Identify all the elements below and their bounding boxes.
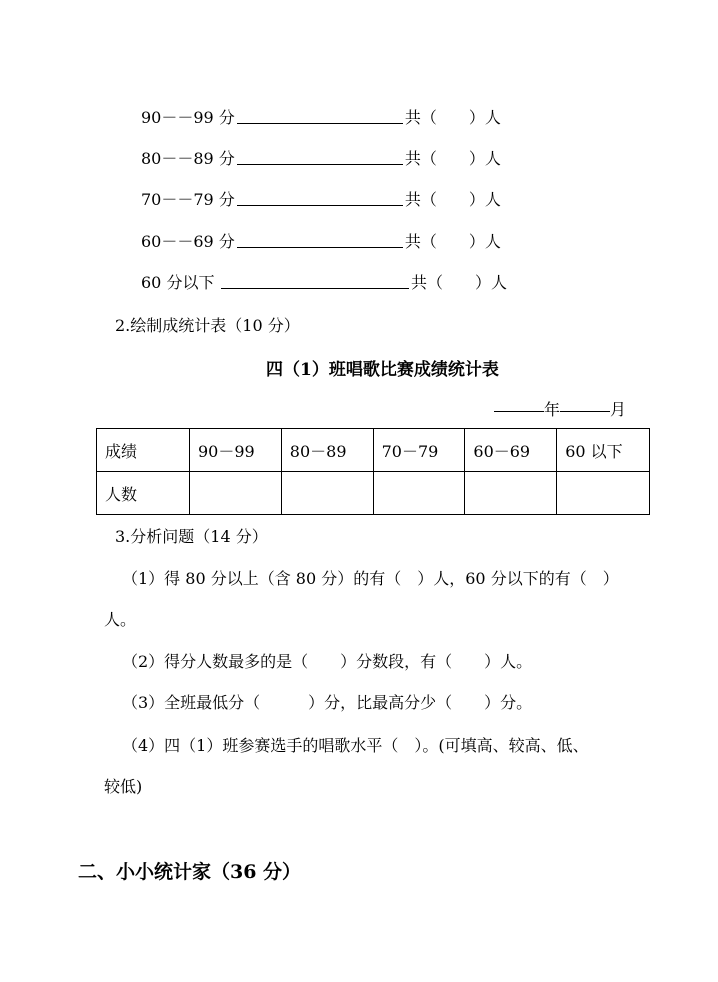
tally-blank[interactable] <box>237 204 403 206</box>
year-blank[interactable] <box>494 410 544 412</box>
tally-blank[interactable] <box>237 122 403 124</box>
table-title: 四（1）班唱歌比赛成绩统计表 <box>266 360 499 380</box>
date-line <box>494 397 626 420</box>
question-4-line-1: （4）四（1）班参赛选手的唱歌水平（ ）。(可填高、较高、低、 <box>122 736 589 755</box>
table-row <box>97 472 650 515</box>
question-4-line-2: 较低) <box>104 777 143 796</box>
step3-heading: 3.分析问题（14 分） <box>115 527 268 546</box>
tally-count: 共（ ）人 <box>404 108 501 127</box>
table-header-row <box>97 429 650 472</box>
tally-range: 60 分以下 <box>141 273 215 292</box>
count-cell[interactable] <box>373 472 465 515</box>
tally-range: 90－－99 分 <box>141 108 235 127</box>
tally-row-80-89 <box>141 145 501 169</box>
question-1-line-1: （1）得 80 分以上（含 80 分）的有（ ）人，60 分以下的有（ ） <box>122 569 619 588</box>
tally-row-60-69 <box>141 228 501 252</box>
tally-count: 共（ ）人 <box>411 273 508 292</box>
tally-blank[interactable] <box>237 163 403 165</box>
tally-row-below-60 <box>141 269 507 293</box>
step2-heading: 2.绘制成统计表（10 分） <box>115 316 300 335</box>
tally-blank[interactable] <box>221 287 409 289</box>
table-header-cell: 60－69 <box>465 429 557 472</box>
tally-range: 60－－69 分 <box>141 232 235 251</box>
table-header-cell: 60 以下 <box>557 429 650 472</box>
table-header-cell: 70－79 <box>373 429 465 472</box>
tally-row-70-79 <box>141 186 501 210</box>
tally-blank[interactable] <box>237 246 403 248</box>
tally-row-90-99 <box>141 104 501 128</box>
table-header-cell: 80－89 <box>281 429 373 472</box>
tally-range: 80－－89 分 <box>141 149 235 168</box>
count-cell[interactable] <box>557 472 650 515</box>
tally-range: 70－－79 分 <box>141 190 235 209</box>
question-3: （3）全班最低分（ ）分，比最高分少（ ）分。 <box>122 693 533 712</box>
table-header-cell: 90－99 <box>190 429 282 472</box>
section-2-heading: 二、小小统计家（36 分） <box>78 861 302 883</box>
tally-count: 共（ ）人 <box>404 190 501 209</box>
count-cell[interactable] <box>281 472 373 515</box>
month-blank[interactable] <box>560 410 610 412</box>
count-cell[interactable] <box>190 472 282 515</box>
question-1-line-2: 人。 <box>104 610 137 629</box>
question-2: （2）得分人数最多的是（ ）分数段，有（ ）人。 <box>122 652 533 671</box>
month-label: 月 <box>610 400 627 419</box>
row-label-cell: 人数 <box>97 472 190 515</box>
tally-count: 共（ ）人 <box>404 149 501 168</box>
count-cell[interactable] <box>465 472 557 515</box>
year-label: 年 <box>544 400 561 419</box>
table-header-cell: 成绩 <box>97 429 190 472</box>
score-stat-table <box>96 428 650 515</box>
tally-count: 共（ ）人 <box>404 232 501 251</box>
